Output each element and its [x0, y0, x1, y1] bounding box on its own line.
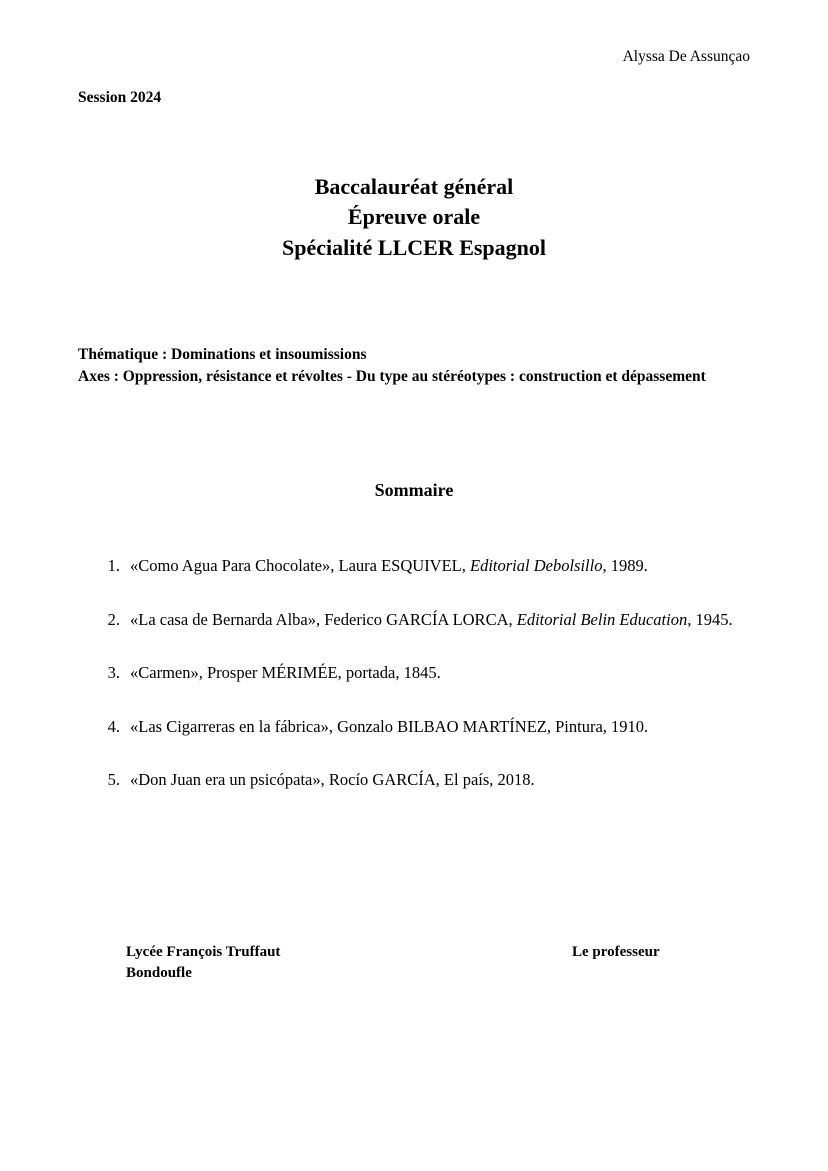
- list-item-number: 2.: [107, 609, 120, 629]
- school-city: Bondoufle: [126, 965, 192, 981]
- sommaire-heading: Sommaire: [374, 480, 454, 500]
- list-item-text: [130, 660, 750, 686]
- list-item-number: 5.: [107, 770, 120, 790]
- list-item: [100, 767, 750, 793]
- teacher-label: Le professeur: [572, 944, 660, 960]
- author-name: Alyssa De Assunçao: [622, 48, 750, 65]
- list-item-text: [130, 714, 750, 740]
- title-line-1: Baccalauréat général: [314, 174, 514, 199]
- list-item-text-before: «Carmen», Prosper MÉRIMÉE, portada, 1845.: [130, 663, 441, 683]
- axes-line: Axes : Oppression, résistance et révoltes - Du type au stéréotypes : construction et dépassement: [78, 368, 706, 386]
- list-item: [100, 607, 750, 633]
- title-line-2: Épreuve orale: [347, 204, 481, 230]
- school-name: Lycée François Truffaut: [126, 944, 281, 960]
- document-title: [78, 172, 750, 263]
- list-item-text-after: , 1989.: [602, 556, 648, 575]
- list-item-text-italic: Editorial Debolsillo: [470, 556, 603, 575]
- thematique-line: Thématique : Dominations et insoumissions: [78, 346, 367, 363]
- list-item: [100, 714, 750, 740]
- list-item-text: [130, 607, 750, 633]
- list-item-text-after: , 1945.: [687, 609, 733, 629]
- school-info: [126, 942, 280, 984]
- list-item-text-before: «Don Juan era un psicópata», Rocío GARCÍA, El país, 2018.: [130, 770, 535, 790]
- list-item-text-before: «Como Agua Para Chocolate», Laura ESQUIVEL,: [130, 556, 471, 575]
- list-item-text-before: «Las Cigarreras en la fábrica», Gonzalo BILBAO MARTÍNEZ, Pintura, 1910.: [130, 716, 649, 736]
- list-item-text-before: «La casa de Bernarda Alba», Federico GARCÍA LORCA,: [130, 609, 517, 629]
- list-item-number: 1.: [107, 556, 120, 575]
- list-item-text: [130, 553, 750, 579]
- session-label: Session 2024: [78, 89, 162, 106]
- list-item-text: [130, 767, 750, 793]
- list-item-number: 3.: [107, 663, 120, 683]
- list-item-number: 4.: [107, 716, 120, 736]
- title-line-3: Spécialité LLCER Espagnol: [281, 234, 547, 260]
- theme-block: [78, 344, 750, 389]
- list-item-text-italic: Editorial Belin Education: [516, 609, 688, 629]
- list-item: [100, 660, 750, 686]
- list-item: [100, 553, 750, 579]
- sommaire-list: [100, 553, 750, 793]
